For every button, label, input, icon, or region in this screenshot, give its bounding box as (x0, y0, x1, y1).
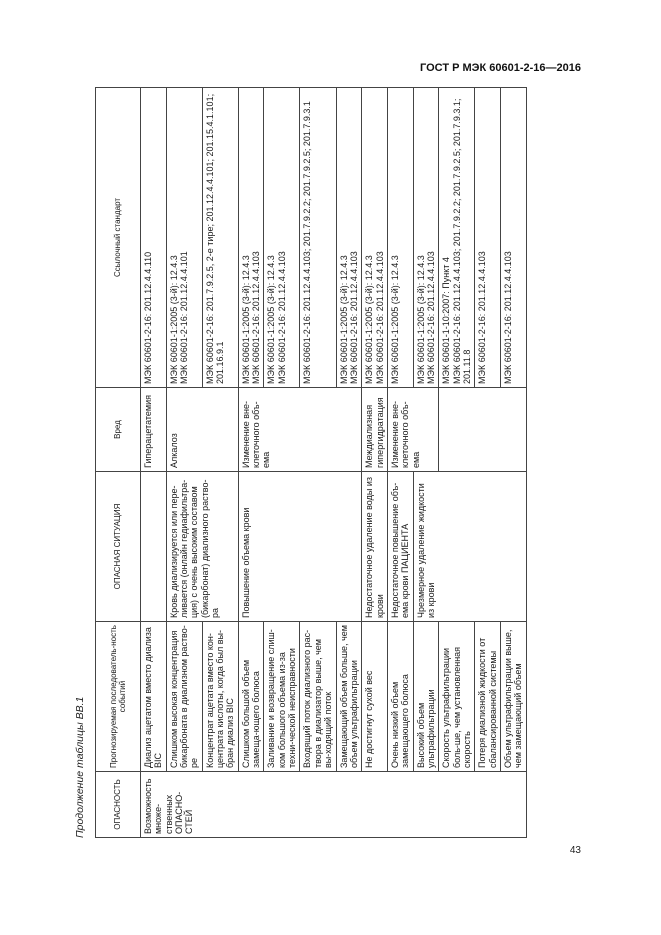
harm-cell: Междиализная гипергидратация (362, 388, 388, 472)
reference-cell (500, 88, 526, 388)
reference-line: МЭК 60601-1:2005 (3-й): 12.4.3 (266, 255, 277, 384)
sequence-cell: Не достигнут сухой вес (362, 622, 388, 772)
reference-line: МЭК 60601-2-16: 201.12.4.4.101 (179, 251, 190, 384)
hazard-table (95, 87, 527, 838)
situation-cell: Повышение объема крови (238, 472, 361, 622)
harm-cell: Изменение вне-клеточного объ-ема (238, 388, 361, 472)
sequence-cell: Высокий объем ультрафильтрации (413, 622, 439, 772)
reference-cell (336, 88, 362, 388)
sequence-cell: Потеря диализной жидкости от сбалансированной системы (475, 622, 501, 772)
sequence-cell: Слишком высокая концентрация бикарбоната в диализном раство-ре (166, 622, 202, 772)
reference-line: МЭК 60601-1:2005 (3-й): 12.4.3 (415, 255, 426, 384)
table-row (362, 88, 388, 838)
harm-cell: Алкалоз (166, 388, 238, 472)
reference-line: МЭК 60601-2-16: 201.12.4.4.103 (276, 251, 287, 384)
situation-cell: Недостаточное повышение объ-ема крови ПАЦИЕНТА (387, 472, 413, 622)
sequence-cell: Замещающий объем больше, чем объем ультрафильтрации (336, 622, 362, 772)
reference-line: МЭК 60601-2-16: 201.12.4.4.103 (477, 251, 488, 384)
reference-line: МЭК 60601-2-16: 201.12.4.4.103 (374, 251, 385, 384)
table-caption: Продолжение таблицы ВВ.1 (74, 696, 86, 838)
reference-cell (387, 88, 413, 388)
sequence-cell: Объем ультрафильтрации выше, чем замещающий объем (500, 622, 526, 772)
reference-line: МЭК 60601-2-16: 201.12.4.4.103 (425, 251, 436, 384)
table-row (238, 88, 264, 838)
reference-cell (362, 88, 388, 388)
reference-cell (238, 88, 264, 388)
sequence-cell: Диализ ацетатом вместо диализа ВIС (141, 622, 167, 772)
situation-cell (141, 472, 167, 622)
table-header-row (96, 88, 141, 838)
sequence-cell: Слишком большой объем замеща-ющего болюса (238, 622, 264, 772)
table-row (141, 88, 167, 838)
reference-line: МЭК 60601-1:2005 (3-й): 12.4.3 (364, 255, 375, 384)
harm-cell: Изменение вне-клеточного объ-ема (387, 388, 438, 472)
harm-cell (439, 388, 526, 472)
column-header-reference: Ссылочный стандарт (96, 88, 141, 388)
table-row (166, 88, 202, 838)
reference-line: МЭК 60601-2-16: 201.12.4.4.103 (502, 251, 513, 384)
column-header-harm: Вред (96, 388, 141, 472)
reference-line: МЭК 60601-2-16: 201.12.4.4.110 (143, 251, 153, 384)
reference-cell (141, 88, 167, 388)
column-header-hazard: ОПАСНОСТЬ (96, 772, 141, 838)
reference-cell (413, 88, 439, 388)
reference-cell (166, 88, 202, 388)
hazard-cell: Возможность множе-ственных ОПАСНО-СТЕЙ (141, 772, 527, 838)
reference-line: МЭК 60601-1-10:2007: Пункт 4 (441, 257, 452, 384)
reference-cell (475, 88, 501, 388)
standard-header: ГОСТ Р МЭК 60601-2-16—2016 (420, 62, 581, 74)
reference-line: МЭК 60601-2-16: 201.12.4.4.103 (348, 251, 359, 384)
reference-line: МЭК 60601-2-16: 201.12.4.4.103 (251, 251, 262, 384)
situation-cell: Недостаточное удаление воды из крови (362, 472, 388, 622)
rotated-page-content (70, 88, 585, 838)
reference-cell (264, 88, 300, 388)
rotated-table-block (70, 88, 585, 838)
column-header-situation: ОПАСНАЯ СИТУАЦИЯ (96, 472, 141, 622)
reference-line: МЭК 60601-1:2005 (3-й): 12.4.3 (389, 255, 400, 384)
reference-line: МЭК 60601-2-16: 201.12.4.4.103; 201.7.9.2.2; 201.7.9.2.5; 201.7.9.3.1; 201.11.8 (451, 98, 472, 384)
sequence-cell: Скорость ультрафильтрации боль-ше, чем установленная скорость (439, 622, 475, 772)
situation-cell: Кровь диализируется или пере-ливается (онлайн гедиафильтра-ция) с очень высоким составом (бикарбонат) диализного раство-ра (166, 472, 238, 622)
reference-line: МЭК 60601-1:2005 (3-й): 12.4.3 (168, 255, 179, 384)
reference-cell (439, 88, 475, 388)
sequence-cell: Заливание и возвращение слиш-ком большого объема из-за техни-ческой неисправности (264, 622, 300, 772)
table-row (439, 88, 475, 838)
harm-cell: Гиперацетатемия (141, 388, 167, 472)
reference-line: МЭК 60601-2-16: 201.7.9.2.5, 2-е тире; 201.12.4.4.101; 201.15.4.1.101; 201.16.9.1 (204, 93, 226, 384)
reference-cell (300, 88, 336, 388)
reference-line: МЭК 60601-2-16: 201.12.4.4.103; 201.7.9.2.2; 201.7.9.2.5; 201.7.9.3.1 (302, 101, 313, 384)
reference-cell (202, 88, 238, 388)
reference-line: МЭК 60601-1:2005 (3-й): 12.4.3 (338, 255, 349, 384)
page-number: 43 (569, 845, 581, 856)
sequence-cell: Входящий поток диализного рас-твора в диализатор выше, чем вы-ходящий поток (300, 622, 336, 772)
sequence-cell: Концентрат ацетата вместо кон-центрата кислоты, когда был вы-бран диализ BIC (202, 622, 238, 772)
table-row (387, 88, 413, 838)
situation-cell: Чрезмерное удаление жидкости из крови (413, 472, 526, 622)
column-header-sequence: Прогнозируемая последователь-ность событий (96, 622, 141, 772)
reference-line: МЭК 60601-1:2005 (3-й): 12.4.3 (240, 255, 251, 384)
sequence-cell: Очень низкий объем замещающего болюса (387, 622, 413, 772)
